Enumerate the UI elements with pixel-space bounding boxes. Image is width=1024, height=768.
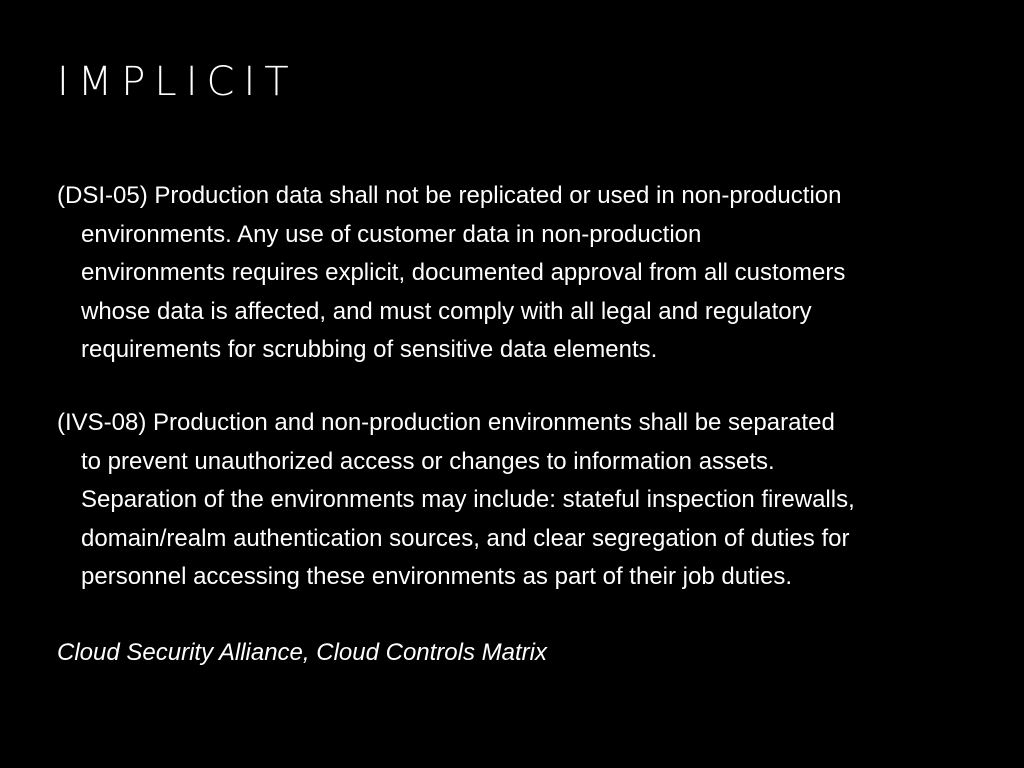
paragraph-line: requirements for scrubbing of sensitive data elements. [81,336,658,363]
paragraph-line: (IVS-08) Production and non-production environments shall be separated [57,409,835,436]
source-citation: Cloud Security Alliance, Cloud Controls Matrix [57,639,547,666]
control-dsi-05-paragraph [57,177,987,370]
paragraph-line: environments. Any use of customer data in non-production [81,220,702,248]
slide-title: IMPLICIT [57,59,298,105]
paragraph-line: to prevent unauthorized access or changes to information assets. [81,447,775,475]
paragraph-line: whose data is affected, and must comply with all legal and regulatory [81,297,812,325]
paragraph-line: (DSI-05) Production data shall not be replicated or used in non-production [57,182,842,209]
paragraph-line: environments requires explicit, documented approval from all customers [81,259,846,286]
paragraph-line: domain/realm authentication sources, and clear segregation of duties for [81,524,850,552]
control-ivs-08-paragraph [57,404,987,597]
paragraph-line: personnel accessing these environments as part of their job duties. [81,563,793,590]
paragraph-line: Separation of the environments may include: stateful inspection firewalls, [81,486,855,513]
